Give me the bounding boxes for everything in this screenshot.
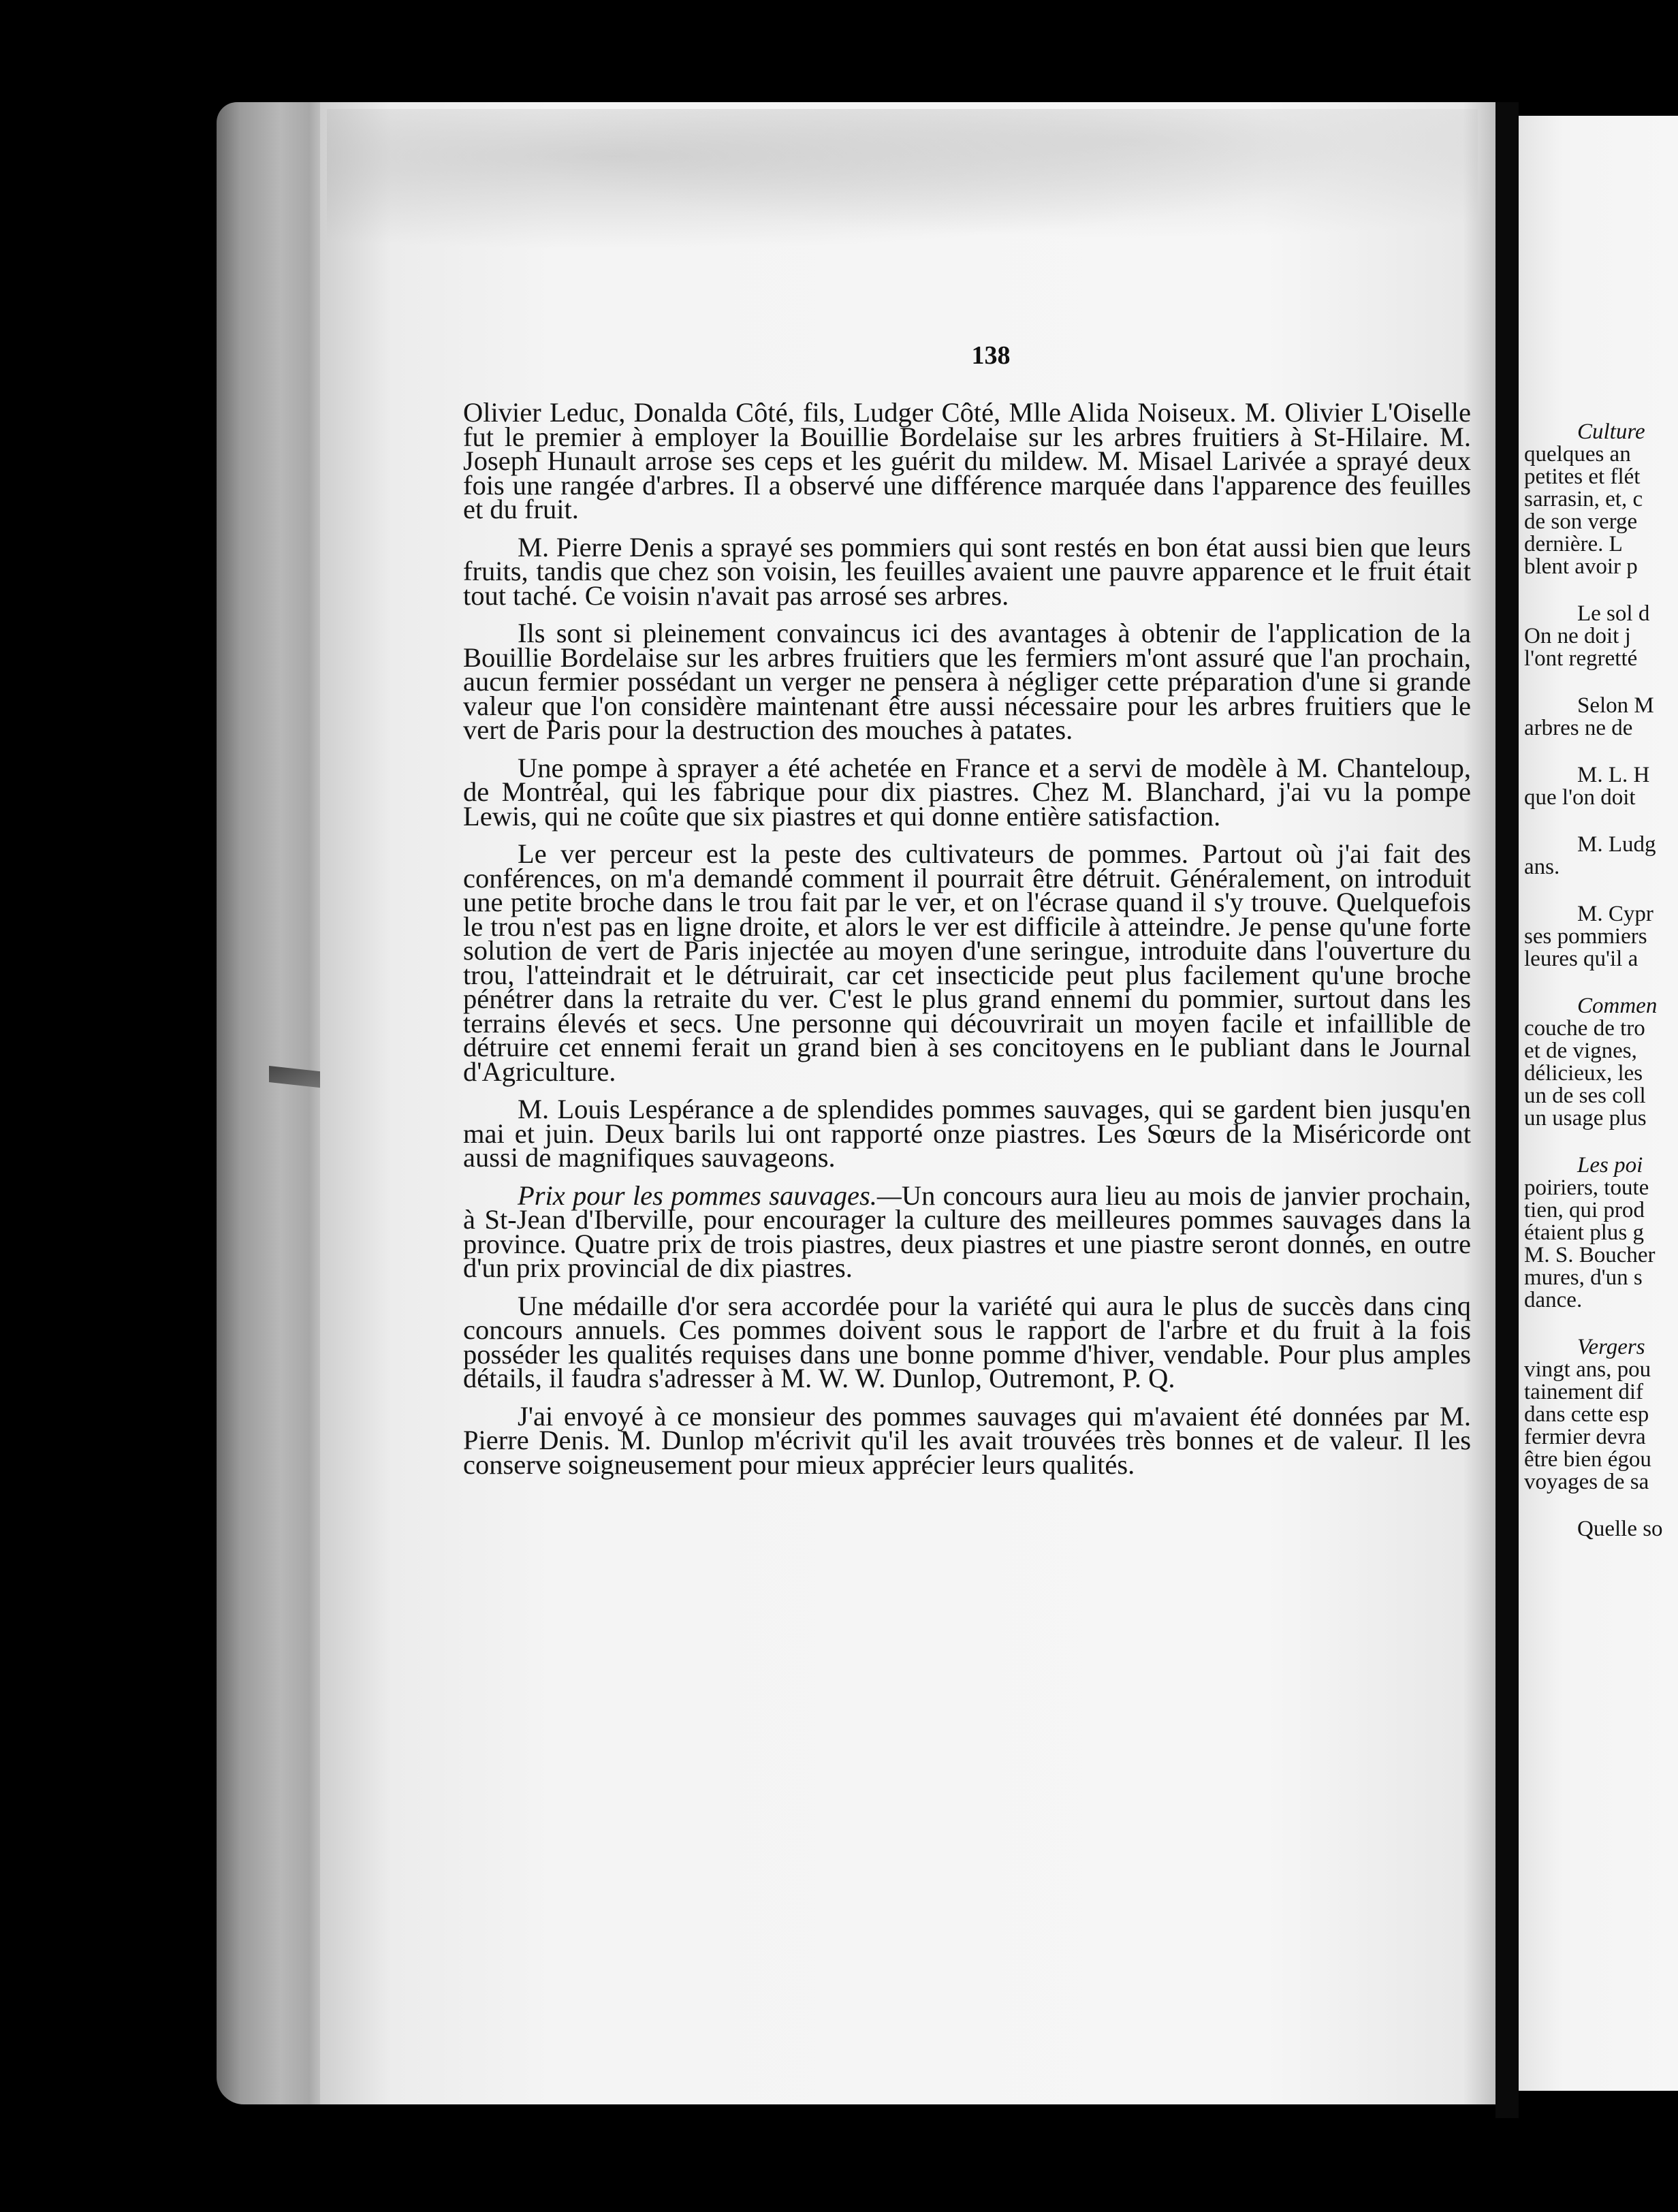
right-page-line: dans cette esp <box>1524 1402 1649 1427</box>
right-page-line: un usage plus <box>1524 1106 1647 1131</box>
right-page-line: tien, qui prod <box>1524 1198 1645 1222</box>
paragraph: Olivier Leduc, Donalda Côté, fils, Ludger Côté, Mlle Alida Noiseux. M. Olivier L'Oiselle fut le premier à employer la Bouillie Bordelaise sur les arbres fruitiers à St-Hilaire. M. Joseph Hunault arrose ses ceps et les guérit du mildew. M. Misael Larivée a sprayé deux fois une rangée d'arbres. Il a observé une différence marquée dans l'apparence des feuilles et du fruit. <box>463 397 1471 524</box>
paragraph: Une médaille d'or sera accordée pour la variété qui aura le plus de succès dans cinq concours annuels. Ces pommes doivent sous le rapport de l'arbre et du fruit à la fois posséder les qualités requises dans une bonne pomme d'hiver, vendable. Pour plus amples détails, il faudra s'adresser à M. W. W. Dunlop, Outremont, P. Q. <box>463 1290 1471 1393</box>
prix-body: Un concours aura lieu au mois de janvier prochain, à St-Jean d'Iberville, pour encourager la culture des meilleures pommes sauvages dans la province. Quatre prix de trois piastres, deux piastres et une piastre seront donnés, en outre d'un prix provincial de dix piastres. <box>463 1180 1472 1283</box>
right-page-line: ses pommiers <box>1524 924 1647 949</box>
right-page-block <box>1524 903 1678 970</box>
prix-heading: Prix pour les pommes sauvages.— <box>518 1180 902 1211</box>
paragraph: M. Louis Lespérance a de splendides pommes sauvages, qui se gardent bien jusqu'en mai et juin. Deux barils lui ont rapporté onze piastres. Les Sœurs de la Miséricorde ont aussi de magnifiques sauvageons. <box>463 1094 1471 1173</box>
right-page-line: M. Ludg <box>1577 832 1656 857</box>
book-gutter <box>1495 102 1519 2118</box>
right-page-line: arbres ne de <box>1524 716 1633 740</box>
right-page-line: sarrasin, et, c <box>1524 487 1643 511</box>
right-page-block <box>1524 421 1678 578</box>
paragraph: Ils sont si pleinement convaincus ici des avantages à obtenir de l'application de la Bouillie Bordelaise sur les arbres fruitiers que les fermiers m'ont assuré que l'an prochain, aucun fermier possédant un verger ne pensera à négliger cette préparation d'une si grande valeur que l'on considère maintenant être aussi nécessaire pour les arbres fruitiers que le vert de Paris pour la destruction des mouches à patates. <box>463 618 1471 745</box>
right-page-line: fermier devra <box>1524 1425 1646 1449</box>
right-page-line: tainement dif <box>1524 1380 1644 1404</box>
paragraph: M. Pierre Denis a sprayé ses pommiers qui sont restés en bon état aussi bien que leurs fruits, tandis que chez son voisin, les feuilles avaient une pauvre apparence et le fruit était tout taché. Ce voisin n'avait pas arrosé ses arbres. <box>463 531 1471 611</box>
right-page-line: Selon M <box>1577 693 1654 718</box>
right-page-line: Quelle so <box>1577 1517 1663 1541</box>
right-page-line: Vergers <box>1577 1335 1645 1359</box>
right-page-line: vingt ans, pou <box>1524 1357 1651 1382</box>
right-page-line: M. Cypr <box>1577 902 1653 926</box>
right-page-block <box>1524 764 1678 809</box>
right-page-block <box>1524 995 1678 1130</box>
right-page-line: M. S. Boucher <box>1524 1243 1656 1267</box>
right-page-line: mures, d'un s <box>1524 1265 1643 1290</box>
right-page-line: être bien égou <box>1524 1447 1651 1472</box>
right-page-block <box>1524 695 1678 740</box>
right-page-line: Culture <box>1577 420 1645 444</box>
right-page-line: l'ont regretté <box>1524 646 1638 671</box>
right-page-block <box>1524 1154 1678 1312</box>
right-page-line: un de ses coll <box>1524 1084 1646 1108</box>
left-page-text <box>463 397 1472 1490</box>
right-page-line: M. L. H <box>1577 763 1650 787</box>
right-page-line: On ne doit j <box>1524 624 1631 648</box>
right-page-line: ans. <box>1524 855 1560 879</box>
right-page-line: Le sol d <box>1577 601 1650 626</box>
right-page-block <box>1524 834 1678 879</box>
right-page-line: leures qu'il a <box>1524 947 1639 971</box>
right-page-block <box>1524 1336 1678 1494</box>
right-page-line: que l'on doit <box>1524 785 1636 810</box>
right-page-line: et de vignes, <box>1524 1039 1637 1063</box>
right-page-line: couche de tro <box>1524 1016 1645 1041</box>
right-page-block <box>1524 603 1678 670</box>
right-page-line: Commen <box>1577 994 1658 1018</box>
right-page-line: poiriers, toute <box>1524 1175 1649 1200</box>
right-page-line: délicieux, les <box>1524 1061 1643 1086</box>
right-page-text <box>1524 421 1678 1565</box>
right-page-line: quelques an <box>1524 442 1631 467</box>
right-page-block <box>1524 1518 1678 1540</box>
right-page-line: voyages de sa <box>1524 1470 1649 1494</box>
right-page-line: de son verge <box>1524 509 1638 534</box>
paragraph: Le ver perceur est la peste des cultivateurs de pommes. Partout où j'ai fait des conférences, on m'a demandé comment il pourrait être détruit. Généralement, on introduit une petite broche dans le trou fait par le ver, et on l'écrase quand il s'y trouve. Quelquefois le trou n'est pas en ligne droite, et alors le ver est difficile à atteindre. Je pense qu'une forte solution de vert de Paris injectée au moyen d'une seringue, introduite dans l'ouverture du trou, l'atteindrait et le détruirait, car cet insecticide peut plus facilement qu'une broche pénétrer dans la retraite du ver. C'est le plus grand ennemi du pommier, surtout dans les terrains élevés et secs. Une personne qui découvrirait un moyen facile et infaillible de détruire cet ennemi ferait un grand bien à ses concitoyens en le publiant dans le Journal d'Agriculture. <box>463 838 1471 1087</box>
paragraph: Une pompe à sprayer a été achetée en France et a servi de modèle à M. Chanteloup, de Montréal, qui les fabrique pour dix piastres. Chez M. Blanchard, j'ai vu la pompe Lewis, qui ne coûte que six piastres et qui donne entière satisfaction. <box>463 752 1471 832</box>
right-page-line: dernière. L <box>1524 532 1623 556</box>
book-page-edge <box>217 102 332 2104</box>
page-number: 138 <box>971 341 1011 370</box>
right-page-line: petites et flét <box>1524 464 1641 489</box>
right-page-line: étaient plus g <box>1524 1220 1644 1245</box>
right-page-line: blent avoir p <box>1524 554 1638 579</box>
paragraph-prix <box>463 1180 1472 1283</box>
paragraph: J'ai envoyé à ce monsieur des pommes sauvages qui m'avaient été données par M. Pierre Denis. M. Dunlop m'écrivit qu'il les avait trouvées très bonnes et de valeur. Il les conserve soigneusement pour mieux apprécier leurs qualités. <box>463 1400 1471 1480</box>
water-stain <box>327 109 1478 266</box>
right-page-line: dance. <box>1524 1288 1583 1312</box>
right-page-line: Les poi <box>1577 1153 1643 1178</box>
